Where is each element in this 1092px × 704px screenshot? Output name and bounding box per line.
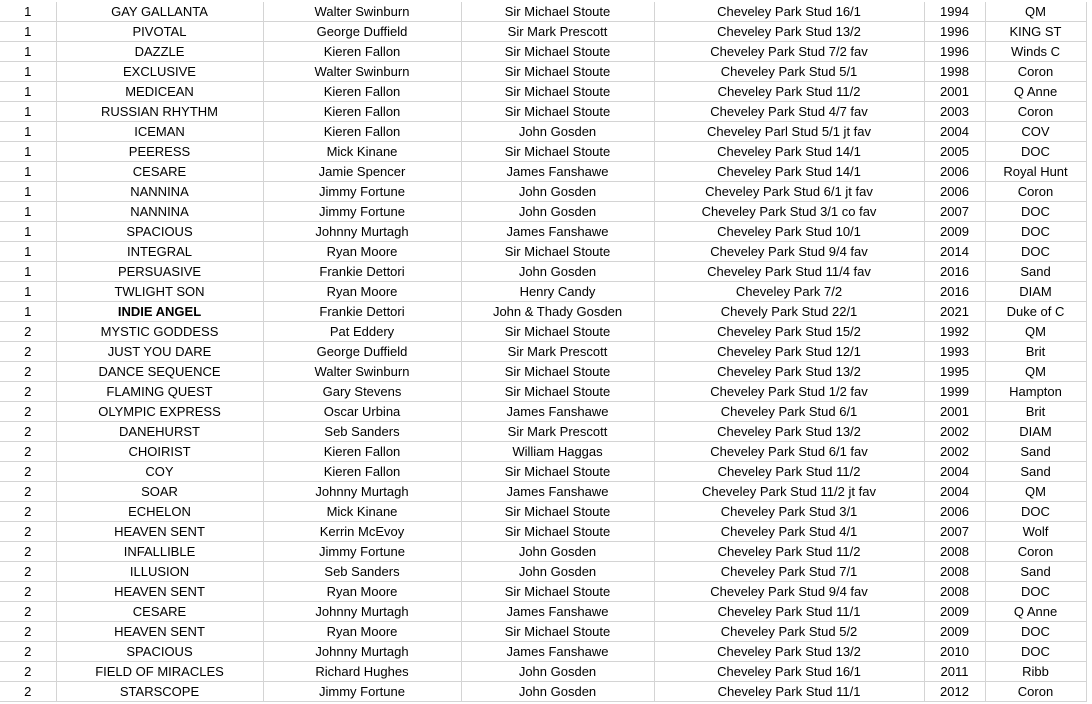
- trainer-cell[interactable]: James Fanshawe: [461, 642, 654, 662]
- race-cell[interactable]: Coron: [985, 182, 1086, 202]
- owner-sp-cell[interactable]: Cheveley Park Stud 3/1 co fav: [654, 202, 924, 222]
- jockey-cell[interactable]: Frankie Dettori: [263, 262, 461, 282]
- race-cell[interactable]: DOC: [985, 242, 1086, 262]
- race-cell[interactable]: Brit: [985, 402, 1086, 422]
- jockey-cell[interactable]: Kieren Fallon: [263, 122, 461, 142]
- table-row: [0, 22, 1086, 42]
- jockey-cell[interactable]: George Duffield: [263, 22, 461, 42]
- race-cell[interactable]: DIAM: [985, 422, 1086, 442]
- owner-sp-cell[interactable]: Cheveley Park Stud 11/4 fav: [654, 262, 924, 282]
- owner-sp-cell[interactable]: Cheveley Park Stud 15/2: [654, 322, 924, 342]
- jockey-cell[interactable]: Ryan Moore: [263, 622, 461, 642]
- horse-cell[interactable]: MYSTIC GODDESS: [56, 322, 263, 342]
- results-table: [0, 2, 1087, 702]
- jockey-cell[interactable]: Jimmy Fortune: [263, 682, 461, 702]
- owner-sp-cell[interactable]: Cheveley Park Stud 11/2: [654, 542, 924, 562]
- position-cell[interactable]: 1: [0, 82, 56, 102]
- jockey-cell[interactable]: Johnny Murtagh: [263, 642, 461, 662]
- race-cell[interactable]: Sand: [985, 462, 1086, 482]
- race-cell[interactable]: QM: [985, 2, 1086, 22]
- owner-sp-cell[interactable]: Cheveley Park Stud 12/1: [654, 342, 924, 362]
- position-cell[interactable]: 1: [0, 222, 56, 242]
- table-row: [0, 422, 1086, 442]
- table-row: [0, 562, 1086, 582]
- horse-cell[interactable]: SOAR: [56, 482, 263, 502]
- position-cell[interactable]: 1: [0, 142, 56, 162]
- year-cell[interactable]: 1996: [924, 22, 985, 42]
- table-row: [0, 622, 1086, 642]
- jockey-cell[interactable]: Oscar Urbina: [263, 402, 461, 422]
- year-cell[interactable]: 2008: [924, 542, 985, 562]
- owner-sp-cell[interactable]: Cheveley Park Stud 16/1: [654, 662, 924, 682]
- horse-cell[interactable]: ECHELON: [56, 502, 263, 522]
- position-cell[interactable]: 1: [0, 42, 56, 62]
- year-cell[interactable]: 2006: [924, 502, 985, 522]
- race-cell[interactable]: COV: [985, 122, 1086, 142]
- year-cell[interactable]: 2014: [924, 242, 985, 262]
- owner-sp-cell[interactable]: Cheveley Park Stud 6/1 fav: [654, 442, 924, 462]
- horse-cell[interactable]: FIELD OF MIRACLES: [56, 662, 263, 682]
- owner-sp-cell[interactable]: Cheveley Park Stud 1/2 fav: [654, 382, 924, 402]
- owner-sp-cell[interactable]: Cheveley Park Stud 6/1: [654, 402, 924, 422]
- table-row: [0, 582, 1086, 602]
- owner-sp-cell[interactable]: Cheveley Park Stud 11/2: [654, 82, 924, 102]
- year-cell[interactable]: 2004: [924, 482, 985, 502]
- owner-sp-cell[interactable]: Cheveley Park Stud 7/1: [654, 562, 924, 582]
- position-cell[interactable]: 2: [0, 362, 56, 382]
- race-cell[interactable]: Winds C: [985, 42, 1086, 62]
- position-cell[interactable]: 1: [0, 22, 56, 42]
- jockey-cell[interactable]: Seb Sanders: [263, 562, 461, 582]
- position-cell[interactable]: 2: [0, 622, 56, 642]
- table-row: [0, 82, 1086, 102]
- horse-cell[interactable]: DANCE SEQUENCE: [56, 362, 263, 382]
- table-row: [0, 102, 1086, 122]
- trainer-cell[interactable]: Sir Michael Stoute: [461, 522, 654, 542]
- position-cell[interactable]: 1: [0, 162, 56, 182]
- trainer-cell[interactable]: Sir Michael Stoute: [461, 42, 654, 62]
- year-cell[interactable]: 1996: [924, 42, 985, 62]
- race-cell[interactable]: QM: [985, 322, 1086, 342]
- jockey-cell[interactable]: George Duffield: [263, 342, 461, 362]
- trainer-cell[interactable]: James Fanshawe: [461, 162, 654, 182]
- year-cell[interactable]: 2016: [924, 262, 985, 282]
- horse-cell[interactable]: GAY GALLANTA: [56, 2, 263, 22]
- owner-sp-cell[interactable]: Cheveley Park Stud 6/1 jt fav: [654, 182, 924, 202]
- trainer-cell[interactable]: John Gosden: [461, 662, 654, 682]
- owner-sp-cell[interactable]: Cheveley Park Stud 7/2 fav: [654, 42, 924, 62]
- owner-sp-cell[interactable]: Cheveley Park 7/2: [654, 282, 924, 302]
- year-cell[interactable]: 1995: [924, 362, 985, 382]
- year-cell[interactable]: 1992: [924, 322, 985, 342]
- table-row: [0, 542, 1086, 562]
- position-cell[interactable]: 2: [0, 342, 56, 362]
- trainer-cell[interactable]: Sir Mark Prescott: [461, 342, 654, 362]
- table-row: [0, 202, 1086, 222]
- position-cell[interactable]: 2: [0, 422, 56, 442]
- table-row: [0, 642, 1086, 662]
- horse-cell[interactable]: EXCLUSIVE: [56, 62, 263, 82]
- trainer-cell[interactable]: Sir Michael Stoute: [461, 242, 654, 262]
- owner-sp-cell[interactable]: Cheveley Park Stud 9/4 fav: [654, 242, 924, 262]
- race-cell[interactable]: DOC: [985, 582, 1086, 602]
- race-cell[interactable]: Wolf: [985, 522, 1086, 542]
- trainer-cell[interactable]: James Fanshawe: [461, 602, 654, 622]
- trainer-cell[interactable]: Sir Michael Stoute: [461, 582, 654, 602]
- year-cell[interactable]: 2012: [924, 682, 985, 702]
- table-row: [0, 322, 1086, 342]
- horse-cell[interactable]: PEERESS: [56, 142, 263, 162]
- trainer-cell[interactable]: James Fanshawe: [461, 482, 654, 502]
- jockey-cell[interactable]: Jimmy Fortune: [263, 182, 461, 202]
- trainer-cell[interactable]: James Fanshawe: [461, 402, 654, 422]
- jockey-cell[interactable]: Johnny Murtagh: [263, 602, 461, 622]
- owner-sp-cell[interactable]: Cheveley Park Stud 5/1: [654, 62, 924, 82]
- table-row: [0, 482, 1086, 502]
- jockey-cell[interactable]: Mick Kinane: [263, 502, 461, 522]
- horse-cell[interactable]: HEAVEN SENT: [56, 522, 263, 542]
- trainer-cell[interactable]: John Gosden: [461, 542, 654, 562]
- table-row: [0, 282, 1086, 302]
- year-cell[interactable]: 2001: [924, 402, 985, 422]
- year-cell[interactable]: 2001: [924, 82, 985, 102]
- race-cell[interactable]: KING ST: [985, 22, 1086, 42]
- position-cell[interactable]: 2: [0, 642, 56, 662]
- position-cell[interactable]: 1: [0, 62, 56, 82]
- trainer-cell[interactable]: Sir Michael Stoute: [461, 142, 654, 162]
- horse-cell[interactable]: TWLIGHT SON: [56, 282, 263, 302]
- trainer-cell[interactable]: Sir Michael Stoute: [461, 2, 654, 22]
- race-cell[interactable]: DIAM: [985, 282, 1086, 302]
- position-cell[interactable]: 2: [0, 602, 56, 622]
- position-cell[interactable]: 1: [0, 202, 56, 222]
- race-cell[interactable]: DOC: [985, 622, 1086, 642]
- year-cell[interactable]: 2009: [924, 622, 985, 642]
- race-cell[interactable]: Royal Hunt: [985, 162, 1086, 182]
- position-cell[interactable]: 2: [0, 682, 56, 702]
- position-cell[interactable]: 1: [0, 102, 56, 122]
- owner-sp-cell[interactable]: Cheveley Park Stud 10/1: [654, 222, 924, 242]
- table-row: [0, 462, 1086, 482]
- race-cell[interactable]: Ribb: [985, 662, 1086, 682]
- year-cell[interactable]: 2003: [924, 102, 985, 122]
- trainer-cell[interactable]: Henry Candy: [461, 282, 654, 302]
- jockey-cell[interactable]: Frankie Dettori: [263, 302, 461, 322]
- horse-cell[interactable]: MEDICEAN: [56, 82, 263, 102]
- position-cell[interactable]: 2: [0, 442, 56, 462]
- jockey-cell[interactable]: Kieren Fallon: [263, 442, 461, 462]
- race-cell[interactable]: DOC: [985, 202, 1086, 222]
- jockey-cell[interactable]: Gary Stevens: [263, 382, 461, 402]
- race-cell[interactable]: Q Anne: [985, 82, 1086, 102]
- position-cell[interactable]: 2: [0, 402, 56, 422]
- table-row: [0, 242, 1086, 262]
- year-cell[interactable]: 2008: [924, 562, 985, 582]
- year-cell[interactable]: 1999: [924, 382, 985, 402]
- year-cell[interactable]: 2011: [924, 662, 985, 682]
- owner-sp-cell[interactable]: Cheveley Park Stud 3/1: [654, 502, 924, 522]
- trainer-cell[interactable]: Sir Michael Stoute: [461, 382, 654, 402]
- trainer-cell[interactable]: James Fanshawe: [461, 222, 654, 242]
- jockey-cell[interactable]: Pat Eddery: [263, 322, 461, 342]
- table-row: [0, 182, 1086, 202]
- trainer-cell[interactable]: John Gosden: [461, 122, 654, 142]
- owner-sp-cell[interactable]: Cheveley Park Stud 11/2: [654, 462, 924, 482]
- table-row: [0, 502, 1086, 522]
- year-cell[interactable]: 1994: [924, 2, 985, 22]
- owner-sp-cell[interactable]: Chevely Park Stud 22/1: [654, 302, 924, 322]
- position-cell[interactable]: 2: [0, 582, 56, 602]
- position-cell[interactable]: 1: [0, 302, 56, 322]
- horse-cell[interactable]: PIVOTAL: [56, 22, 263, 42]
- table-row: [0, 442, 1086, 462]
- horse-cell[interactable]: INFALLIBLE: [56, 542, 263, 562]
- owner-sp-cell[interactable]: Cheveley Park Stud 13/2: [654, 642, 924, 662]
- jockey-cell[interactable]: Ryan Moore: [263, 582, 461, 602]
- year-cell[interactable]: 2009: [924, 602, 985, 622]
- position-cell[interactable]: 2: [0, 562, 56, 582]
- table-row: [0, 662, 1086, 682]
- table-body: [0, 2, 1086, 702]
- year-cell[interactable]: 2010: [924, 642, 985, 662]
- position-cell[interactable]: 2: [0, 662, 56, 682]
- table-row: [0, 302, 1086, 322]
- horse-cell[interactable]: RUSSIAN RHYTHM: [56, 102, 263, 122]
- horse-cell[interactable]: ILLUSION: [56, 562, 263, 582]
- position-cell[interactable]: 1: [0, 262, 56, 282]
- jockey-cell[interactable]: Walter Swinburn: [263, 2, 461, 22]
- jockey-cell[interactable]: Johnny Murtagh: [263, 482, 461, 502]
- year-cell[interactable]: 2005: [924, 142, 985, 162]
- race-cell[interactable]: Coron: [985, 682, 1086, 702]
- table-row: [0, 402, 1086, 422]
- year-cell[interactable]: 2016: [924, 282, 985, 302]
- position-cell[interactable]: 2: [0, 522, 56, 542]
- horse-cell[interactable]: NANNINA: [56, 202, 263, 222]
- owner-sp-cell[interactable]: Cheveley Park Stud 11/1: [654, 682, 924, 702]
- trainer-cell[interactable]: Sir Mark Prescott: [461, 422, 654, 442]
- table-row: [0, 602, 1086, 622]
- horse-cell[interactable]: NANNINA: [56, 182, 263, 202]
- owner-sp-cell[interactable]: Cheveley Park Stud 5/2: [654, 622, 924, 642]
- trainer-cell[interactable]: Sir Michael Stoute: [461, 62, 654, 82]
- jockey-cell[interactable]: Ryan Moore: [263, 282, 461, 302]
- owner-sp-cell[interactable]: Cheveley Park Stud 4/1: [654, 522, 924, 542]
- jockey-cell[interactable]: Ryan Moore: [263, 242, 461, 262]
- table-row: [0, 682, 1086, 702]
- year-cell[interactable]: 2008: [924, 582, 985, 602]
- jockey-cell[interactable]: Kerrin McEvoy: [263, 522, 461, 542]
- trainer-cell[interactable]: John Gosden: [461, 682, 654, 702]
- position-cell[interactable]: 2: [0, 502, 56, 522]
- year-cell[interactable]: 1993: [924, 342, 985, 362]
- position-cell[interactable]: 2: [0, 322, 56, 342]
- horse-cell[interactable]: SPACIOUS: [56, 222, 263, 242]
- year-cell[interactable]: 2002: [924, 442, 985, 462]
- jockey-cell[interactable]: Kieren Fallon: [263, 102, 461, 122]
- position-cell[interactable]: 1: [0, 242, 56, 262]
- race-cell[interactable]: Coron: [985, 102, 1086, 122]
- position-cell[interactable]: 1: [0, 282, 56, 302]
- year-cell[interactable]: 2006: [924, 182, 985, 202]
- position-cell[interactable]: 1: [0, 2, 56, 22]
- year-cell[interactable]: 2004: [924, 462, 985, 482]
- race-cell[interactable]: QM: [985, 482, 1086, 502]
- trainer-cell[interactable]: John Gosden: [461, 262, 654, 282]
- jockey-cell[interactable]: Richard Hughes: [263, 662, 461, 682]
- table-row: [0, 42, 1086, 62]
- owner-sp-cell[interactable]: Cheveley Park Stud 14/1: [654, 162, 924, 182]
- table-row: [0, 2, 1086, 22]
- trainer-cell[interactable]: Sir Michael Stoute: [461, 502, 654, 522]
- race-cell[interactable]: Sand: [985, 262, 1086, 282]
- table-row: [0, 382, 1086, 402]
- owner-sp-cell[interactable]: Cheveley Parl Stud 5/1 jt fav: [654, 122, 924, 142]
- year-cell[interactable]: 2006: [924, 162, 985, 182]
- owner-sp-cell[interactable]: Cheveley Park Stud 13/2: [654, 362, 924, 382]
- race-cell[interactable]: DOC: [985, 502, 1086, 522]
- owner-sp-cell[interactable]: Cheveley Park Stud 16/1: [654, 2, 924, 22]
- horse-cell[interactable]: HEAVEN SENT: [56, 582, 263, 602]
- trainer-cell[interactable]: John Gosden: [461, 202, 654, 222]
- trainer-cell[interactable]: John & Thady Gosden: [461, 302, 654, 322]
- trainer-cell[interactable]: William Haggas: [461, 442, 654, 462]
- horse-cell[interactable]: CESARE: [56, 162, 263, 182]
- race-cell[interactable]: QM: [985, 362, 1086, 382]
- horse-cell[interactable]: DANEHURST: [56, 422, 263, 442]
- table-row: [0, 522, 1086, 542]
- position-cell[interactable]: 2: [0, 462, 56, 482]
- horse-cell[interactable]: SPACIOUS: [56, 642, 263, 662]
- trainer-cell[interactable]: Sir Mark Prescott: [461, 22, 654, 42]
- jockey-cell[interactable]: Kieren Fallon: [263, 42, 461, 62]
- jockey-cell[interactable]: Walter Swinburn: [263, 62, 461, 82]
- owner-sp-cell[interactable]: Cheveley Park Stud 13/2: [654, 422, 924, 442]
- horse-cell[interactable]: FLAMING QUEST: [56, 382, 263, 402]
- owner-sp-cell[interactable]: Cheveley Park Stud 13/2: [654, 22, 924, 42]
- horse-cell[interactable]: CHOIRIST: [56, 442, 263, 462]
- table-row: [0, 362, 1086, 382]
- horse-cell[interactable]: CESARE: [56, 602, 263, 622]
- year-cell[interactable]: 2007: [924, 202, 985, 222]
- race-cell[interactable]: Sand: [985, 442, 1086, 462]
- owner-sp-cell[interactable]: Cheveley Park Stud 14/1: [654, 142, 924, 162]
- jockey-cell[interactable]: Jamie Spencer: [263, 162, 461, 182]
- position-cell[interactable]: 2: [0, 482, 56, 502]
- race-cell[interactable]: DOC: [985, 222, 1086, 242]
- race-cell[interactable]: Sand: [985, 562, 1086, 582]
- trainer-cell[interactable]: Sir Michael Stoute: [461, 462, 654, 482]
- trainer-cell[interactable]: Sir Michael Stoute: [461, 102, 654, 122]
- year-cell[interactable]: 2007: [924, 522, 985, 542]
- jockey-cell[interactable]: Kieren Fallon: [263, 462, 461, 482]
- race-cell[interactable]: Coron: [985, 542, 1086, 562]
- table-row: [0, 62, 1086, 82]
- race-cell[interactable]: DOC: [985, 642, 1086, 662]
- position-cell[interactable]: 2: [0, 542, 56, 562]
- year-cell[interactable]: 2021: [924, 302, 985, 322]
- position-cell[interactable]: 1: [0, 122, 56, 142]
- table-row: [0, 222, 1086, 242]
- trainer-cell[interactable]: Sir Michael Stoute: [461, 322, 654, 342]
- year-cell[interactable]: 2002: [924, 422, 985, 442]
- jockey-cell[interactable]: Jimmy Fortune: [263, 542, 461, 562]
- race-cell[interactable]: Brit: [985, 342, 1086, 362]
- trainer-cell[interactable]: Sir Michael Stoute: [461, 362, 654, 382]
- jockey-cell[interactable]: Walter Swinburn: [263, 362, 461, 382]
- trainer-cell[interactable]: Sir Michael Stoute: [461, 622, 654, 642]
- jockey-cell[interactable]: Jimmy Fortune: [263, 202, 461, 222]
- horse-cell[interactable]: PERSUASIVE: [56, 262, 263, 282]
- jockey-cell[interactable]: Seb Sanders: [263, 422, 461, 442]
- race-cell[interactable]: Q Anne: [985, 602, 1086, 622]
- jockey-cell[interactable]: Kieren Fallon: [263, 82, 461, 102]
- jockey-cell[interactable]: Johnny Murtagh: [263, 222, 461, 242]
- table-row: [0, 142, 1086, 162]
- horse-cell[interactable]: INTEGRAL: [56, 242, 263, 262]
- position-cell[interactable]: 2: [0, 382, 56, 402]
- position-cell[interactable]: 1: [0, 182, 56, 202]
- year-cell[interactable]: 2009: [924, 222, 985, 242]
- horse-cell[interactable]: COY: [56, 462, 263, 482]
- race-cell[interactable]: Coron: [985, 62, 1086, 82]
- horse-cell[interactable]: INDIE ANGEL: [56, 302, 263, 322]
- year-cell[interactable]: 1998: [924, 62, 985, 82]
- race-cell[interactable]: Hampton: [985, 382, 1086, 402]
- race-cell[interactable]: DOC: [985, 142, 1086, 162]
- year-cell[interactable]: 2004: [924, 122, 985, 142]
- horse-cell[interactable]: OLYMPIC EXPRESS: [56, 402, 263, 422]
- race-cell[interactable]: Duke of C: [985, 302, 1086, 322]
- owner-sp-cell[interactable]: Cheveley Park Stud 9/4 fav: [654, 582, 924, 602]
- trainer-cell[interactable]: John Gosden: [461, 182, 654, 202]
- horse-cell[interactable]: STARSCOPE: [56, 682, 263, 702]
- table-row: [0, 162, 1086, 182]
- horse-cell[interactable]: ICEMAN: [56, 122, 263, 142]
- horse-cell[interactable]: DAZZLE: [56, 42, 263, 62]
- owner-sp-cell[interactable]: Cheveley Park Stud 4/7 fav: [654, 102, 924, 122]
- table-row: [0, 342, 1086, 362]
- table-row: [0, 122, 1086, 142]
- table-row: [0, 262, 1086, 282]
- jockey-cell[interactable]: Mick Kinane: [263, 142, 461, 162]
- horse-cell[interactable]: HEAVEN SENT: [56, 622, 263, 642]
- horse-cell[interactable]: JUST YOU DARE: [56, 342, 263, 362]
- owner-sp-cell[interactable]: Cheveley Park Stud 11/2 jt fav: [654, 482, 924, 502]
- trainer-cell[interactable]: John Gosden: [461, 562, 654, 582]
- owner-sp-cell[interactable]: Cheveley Park Stud 11/1: [654, 602, 924, 622]
- trainer-cell[interactable]: Sir Michael Stoute: [461, 82, 654, 102]
